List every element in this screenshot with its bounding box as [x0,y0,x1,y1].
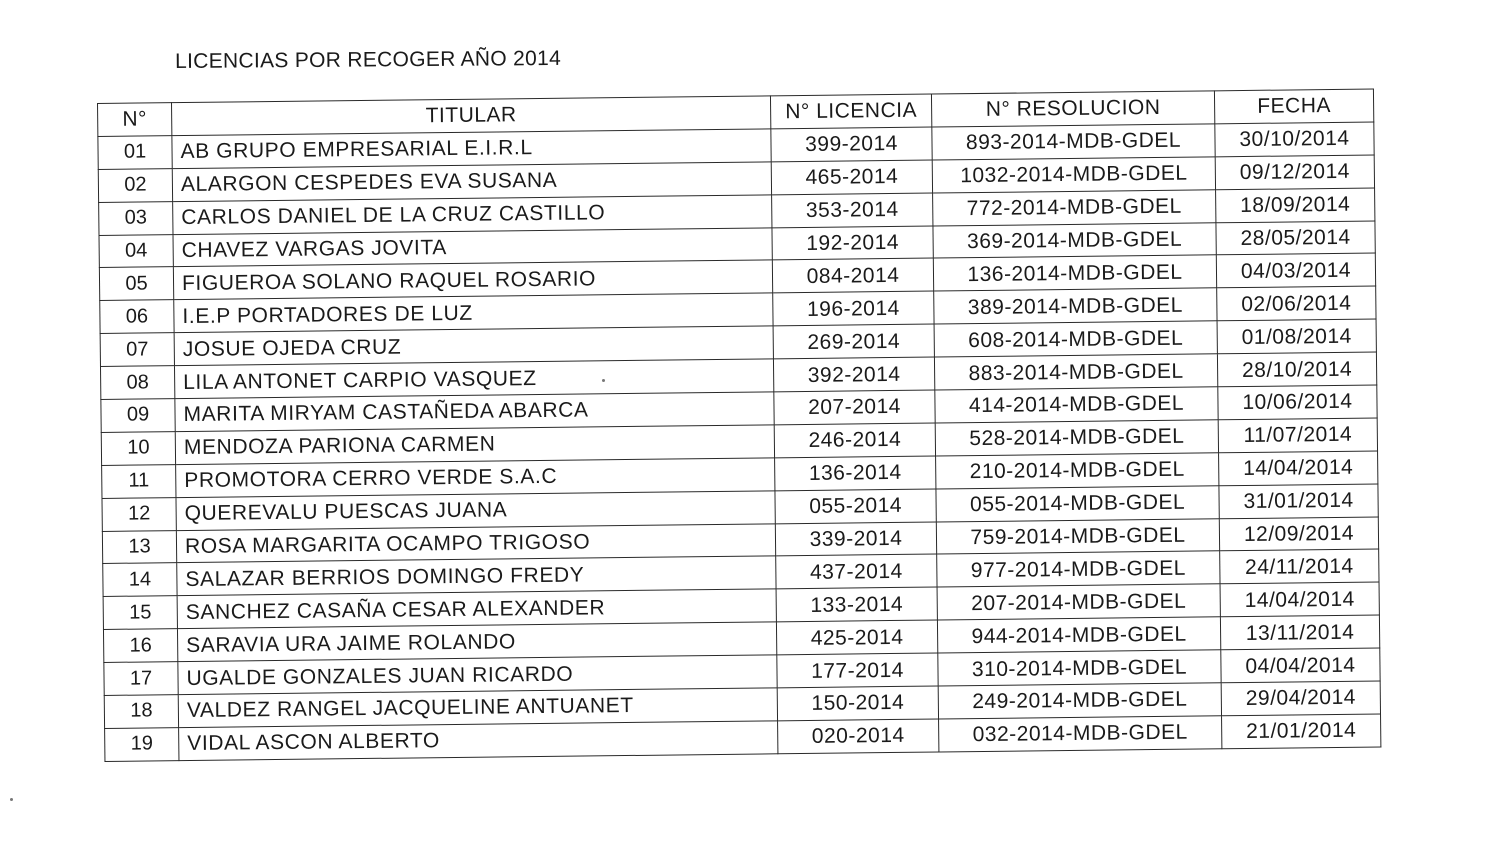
row-fecha: 30/10/2014 [1215,122,1374,157]
row-titular: VIDAL ASCON ALBERTO [179,721,778,761]
row-fecha: 28/05/2014 [1216,221,1375,256]
row-number: 07 [100,333,174,367]
row-titular: ALARGON CESPEDES EVA SUSANA [172,162,771,202]
row-resolucion: 1032-2014-MDB-GDEL [932,157,1215,193]
row-resolucion: 207-2014-MDB-GDEL [937,584,1220,620]
row-titular: FIGUEROA SOLANO RAQUEL ROSARIO [173,260,772,300]
header-licencia: N° LICENCIA [770,94,931,129]
row-licencia: 353-2014 [772,193,933,228]
row-number: 13 [102,530,176,564]
header-fecha: FECHA [1214,89,1373,124]
row-fecha: 14/04/2014 [1220,582,1379,617]
row-number: 10 [101,432,175,466]
row-resolucion: 389-2014-MDB-GDEL [934,288,1217,324]
row-resolucion: 977-2014-MDB-GDEL [937,551,1220,587]
row-fecha: 09/12/2014 [1215,155,1374,190]
row-licencia: 177-2014 [777,653,938,688]
row-number: 17 [104,662,178,696]
row-titular: JOSUE OJEDA CRUZ [174,326,773,366]
row-licencia: 465-2014 [771,160,932,195]
row-resolucion: 210-2014-MDB-GDEL [936,453,1219,489]
row-resolucion: 944-2014-MDB-GDEL [937,617,1220,653]
row-titular: ROSA MARGARITA OCAMPO TRIGOSO [176,523,775,563]
row-number: 19 [105,728,179,762]
row-fecha: 11/07/2014 [1218,418,1377,453]
row-titular: I.E.P PORTADORES DE LUZ [174,293,773,333]
row-licencia: 392-2014 [773,357,934,392]
row-titular: AB GRUPO EMPRESARIAL E.I.R.L [172,129,771,169]
row-fecha: 28/10/2014 [1217,352,1376,387]
row-titular: LILA ANTONET CARPIO VASQUEZ [174,359,773,399]
row-titular: SARAVIA URA JAIME ROLANDO [177,622,776,662]
row-number: 05 [99,267,173,301]
row-fecha: 24/11/2014 [1220,549,1379,584]
row-licencia: 339-2014 [775,522,936,557]
row-titular: CARLOS DANIEL DE LA CRUZ CASTILLO [173,195,772,235]
row-resolucion: 055-2014-MDB-GDEL [936,485,1219,521]
row-licencia: 207-2014 [774,390,935,425]
row-number: 11 [102,464,176,498]
row-number: 08 [100,366,174,400]
header-resolucion: N° RESOLUCION [931,91,1214,127]
row-fecha: 02/06/2014 [1217,286,1376,321]
header-titular: TITULAR [172,96,771,136]
row-fecha: 12/09/2014 [1219,517,1378,552]
row-resolucion: 883-2014-MDB-GDEL [934,354,1217,390]
header-num: N° [98,103,172,137]
row-licencia: 133-2014 [776,587,937,622]
row-resolucion: 249-2014-MDB-GDEL [938,683,1221,719]
row-number: 14 [103,563,177,597]
row-fecha: 04/04/2014 [1221,648,1380,683]
row-licencia: 246-2014 [774,423,935,458]
row-titular: PROMOTORA CERRO VERDE S.A.C [176,458,775,498]
row-fecha: 04/03/2014 [1216,253,1375,288]
row-number: 06 [100,300,174,334]
row-titular: MARITA MIRYAM CASTAÑEDA ABARCA [175,392,774,432]
row-licencia: 084-2014 [772,258,933,293]
row-number: 04 [99,234,173,268]
licenses-table [97,89,1381,762]
row-resolucion: 608-2014-MDB-GDEL [934,321,1217,357]
row-fecha: 01/08/2014 [1217,319,1376,354]
row-number: 03 [99,201,173,235]
row-licencia: 150-2014 [777,686,938,721]
row-resolucion: 893-2014-MDB-GDEL [932,124,1215,160]
row-titular: QUEREVALU PUESCAS JUANA [176,491,775,531]
scan-speck [602,379,605,382]
row-fecha: 14/04/2014 [1219,451,1378,486]
row-resolucion: 369-2014-MDB-GDEL [933,222,1216,258]
row-licencia: 192-2014 [772,226,933,261]
row-resolucion: 772-2014-MDB-GDEL [933,189,1216,225]
row-resolucion: 032-2014-MDB-GDEL [939,716,1222,752]
row-fecha: 18/09/2014 [1216,188,1375,223]
row-licencia: 136-2014 [775,456,936,491]
scan-speck [10,798,13,801]
row-resolucion: 136-2014-MDB-GDEL [933,255,1216,291]
row-resolucion: 310-2014-MDB-GDEL [938,650,1221,686]
row-licencia: 020-2014 [778,719,939,754]
row-number: 02 [98,168,172,202]
row-titular: SANCHEZ CASAÑA CESAR ALEXANDER [177,589,776,629]
row-number: 09 [101,399,175,433]
row-resolucion: 414-2014-MDB-GDEL [935,387,1218,423]
row-titular: UGALDE GONZALES JUAN RICARDO [178,655,777,695]
row-licencia: 196-2014 [773,291,934,326]
row-number: 15 [103,596,177,630]
table-body [98,122,1381,761]
row-number: 16 [103,629,177,663]
row-number: 12 [102,497,176,531]
row-number: 18 [104,695,178,729]
row-licencia: 269-2014 [773,324,934,359]
row-licencia: 425-2014 [776,620,937,655]
row-number: 01 [98,136,172,170]
row-titular: MENDOZA PARIONA CARMEN [175,425,774,465]
row-resolucion: 528-2014-MDB-GDEL [935,420,1218,456]
row-fecha: 13/11/2014 [1220,615,1379,650]
row-licencia: 399-2014 [771,127,932,162]
row-fecha: 21/01/2014 [1222,714,1381,749]
row-fecha: 29/04/2014 [1221,681,1380,716]
row-resolucion: 759-2014-MDB-GDEL [936,518,1219,554]
row-titular: VALDEZ RANGEL JACQUELINE ANTUANET [178,688,777,728]
row-licencia: 055-2014 [775,489,936,524]
row-fecha: 31/01/2014 [1219,484,1378,519]
row-titular: SALAZAR BERRIOS DOMINGO FREDY [177,556,776,596]
row-licencia: 437-2014 [776,554,937,589]
document-title: LICENCIAS POR RECOGER AÑO 2014 [175,46,562,73]
row-fecha: 10/06/2014 [1218,385,1377,420]
licenses-table-container [97,89,1381,762]
row-titular: CHAVEZ VARGAS JOVITA [173,227,772,267]
